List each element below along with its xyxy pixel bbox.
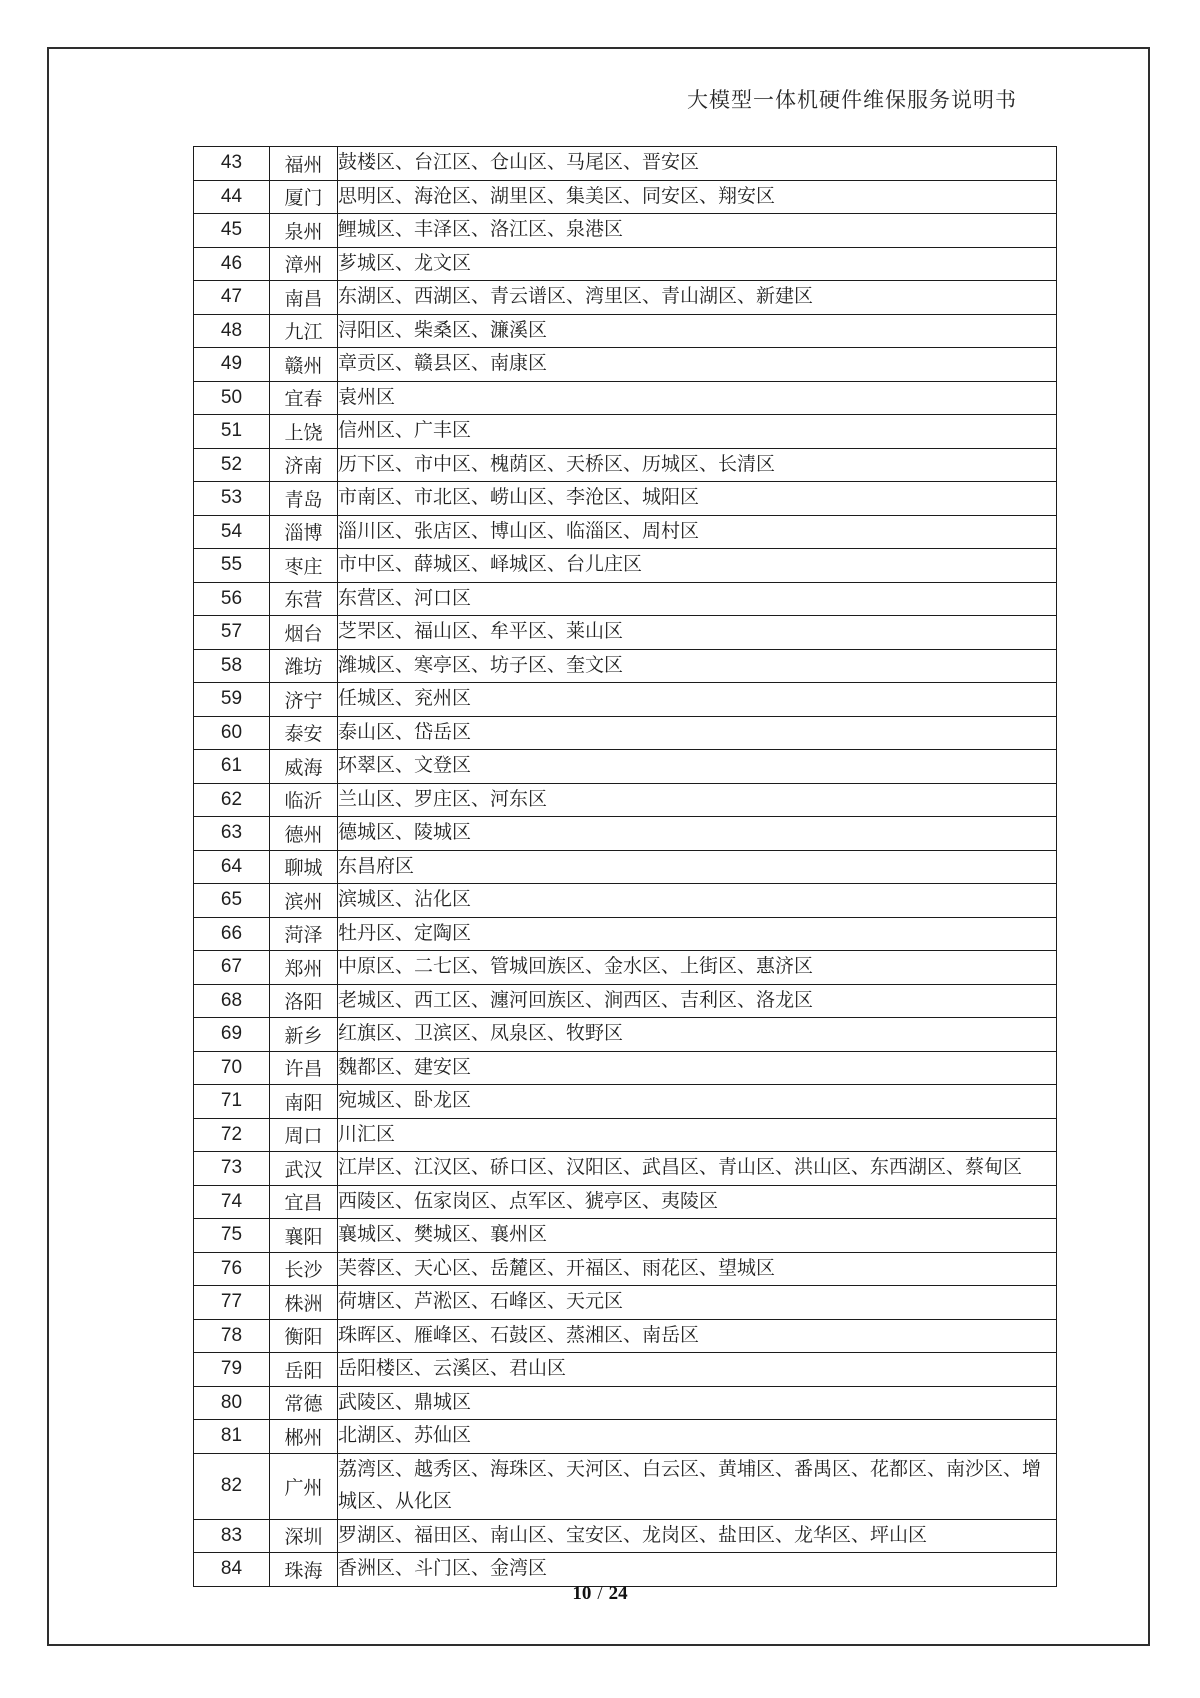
row-number-cell: 52 xyxy=(194,448,270,482)
city-cell: 淄博 xyxy=(270,515,338,549)
districts-cell: 东昌府区 xyxy=(338,850,1057,884)
row-number-cell: 63 xyxy=(194,817,270,851)
row-number-cell: 82 xyxy=(194,1453,270,1519)
city-cell: 东营 xyxy=(270,582,338,616)
city-cell: 青岛 xyxy=(270,482,338,516)
table-row xyxy=(194,1319,1057,1353)
city-cell: 宜昌 xyxy=(270,1185,338,1219)
row-number-cell: 46 xyxy=(194,247,270,281)
row-number-cell: 69 xyxy=(194,1018,270,1052)
table-row xyxy=(194,214,1057,248)
table-row xyxy=(194,247,1057,281)
districts-cell: 兰山区、罗庄区、河东区 xyxy=(338,783,1057,817)
city-district-table xyxy=(193,146,1057,1587)
table-row xyxy=(194,1185,1057,1219)
table-row xyxy=(194,1219,1057,1253)
table-row xyxy=(194,1519,1057,1553)
table-row xyxy=(194,515,1057,549)
row-number-cell: 60 xyxy=(194,716,270,750)
table-row xyxy=(194,716,1057,750)
city-cell: 德州 xyxy=(270,817,338,851)
row-number-cell: 44 xyxy=(194,180,270,214)
page-number-separator: / xyxy=(597,1583,603,1604)
city-cell: 烟台 xyxy=(270,616,338,650)
city-cell: 武汉 xyxy=(270,1152,338,1186)
districts-cell: 历下区、市中区、槐荫区、天桥区、历城区、长清区 xyxy=(338,448,1057,482)
table-row xyxy=(194,582,1057,616)
table-row xyxy=(194,482,1057,516)
row-number-cell: 74 xyxy=(194,1185,270,1219)
row-number-cell: 55 xyxy=(194,549,270,583)
districts-cell: 襄城区、樊城区、襄州区 xyxy=(338,1219,1057,1253)
row-number-cell: 72 xyxy=(194,1118,270,1152)
row-number-cell: 83 xyxy=(194,1519,270,1553)
table-row xyxy=(194,1386,1057,1420)
districts-cell: 任城区、兖州区 xyxy=(338,683,1057,717)
city-cell: 宜春 xyxy=(270,381,338,415)
districts-cell: 芙蓉区、天心区、岳麓区、开福区、雨花区、望城区 xyxy=(338,1252,1057,1286)
row-number-cell: 76 xyxy=(194,1252,270,1286)
city-cell: 菏泽 xyxy=(270,917,338,951)
row-number-cell: 48 xyxy=(194,314,270,348)
table-row xyxy=(194,616,1057,650)
districts-cell: 北湖区、苏仙区 xyxy=(338,1420,1057,1454)
row-number-cell: 56 xyxy=(194,582,270,616)
districts-cell: 淄川区、张店区、博山区、临淄区、周村区 xyxy=(338,515,1057,549)
districts-cell: 魏都区、建安区 xyxy=(338,1051,1057,1085)
districts-cell: 西陵区、伍家岗区、点军区、猇亭区、夷陵区 xyxy=(338,1185,1057,1219)
document-header-title: 大模型一体机硬件维保服务说明书 xyxy=(687,88,1017,112)
districts-cell: 鼓楼区、台江区、仓山区、马尾区、晋安区 xyxy=(338,147,1057,181)
districts-cell: 市中区、薛城区、峄城区、台儿庄区 xyxy=(338,549,1057,583)
row-number-cell: 47 xyxy=(194,281,270,315)
districts-cell: 芝罘区、福山区、牟平区、莱山区 xyxy=(338,616,1057,650)
city-cell: 潍坊 xyxy=(270,649,338,683)
table-row xyxy=(194,147,1057,181)
row-number-cell: 66 xyxy=(194,917,270,951)
districts-cell: 江岸区、江汉区、硚口区、汉阳区、武昌区、青山区、洪山区、东西湖区、蔡甸区 xyxy=(338,1152,1057,1186)
table-row xyxy=(194,1018,1057,1052)
row-number-cell: 75 xyxy=(194,1219,270,1253)
row-number-cell: 62 xyxy=(194,783,270,817)
table-body xyxy=(194,147,1057,1587)
table-row xyxy=(194,381,1057,415)
row-number-cell: 58 xyxy=(194,649,270,683)
row-number-cell: 53 xyxy=(194,482,270,516)
city-cell: 郴州 xyxy=(270,1420,338,1454)
districts-cell: 岳阳楼区、云溪区、君山区 xyxy=(338,1353,1057,1387)
table-row xyxy=(194,1085,1057,1119)
page-number-total: 24 xyxy=(608,1583,628,1604)
table-row xyxy=(194,1420,1057,1454)
districts-cell: 武陵区、鼎城区 xyxy=(338,1386,1057,1420)
row-number-cell: 79 xyxy=(194,1353,270,1387)
table-row xyxy=(194,1252,1057,1286)
city-cell: 上饶 xyxy=(270,415,338,449)
table-row xyxy=(194,1286,1057,1320)
districts-cell: 信州区、广丰区 xyxy=(338,415,1057,449)
districts-cell: 红旗区、卫滨区、凤泉区、牧野区 xyxy=(338,1018,1057,1052)
table-row xyxy=(194,1353,1057,1387)
table-row xyxy=(194,281,1057,315)
city-cell: 枣庄 xyxy=(270,549,338,583)
table-row xyxy=(194,917,1057,951)
city-cell: 临沂 xyxy=(270,783,338,817)
city-cell: 漳州 xyxy=(270,247,338,281)
city-cell: 滨州 xyxy=(270,884,338,918)
table-row xyxy=(194,850,1057,884)
districts-cell: 章贡区、赣县区、南康区 xyxy=(338,348,1057,382)
table-row xyxy=(194,951,1057,985)
row-number-cell: 45 xyxy=(194,214,270,248)
city-cell: 深圳 xyxy=(270,1519,338,1553)
city-cell: 新乡 xyxy=(270,1018,338,1052)
districts-cell: 德城区、陵城区 xyxy=(338,817,1057,851)
districts-cell: 鲤城区、丰泽区、洛江区、泉港区 xyxy=(338,214,1057,248)
row-number-cell: 71 xyxy=(194,1085,270,1119)
row-number-cell: 51 xyxy=(194,415,270,449)
table-row xyxy=(194,1553,1057,1587)
city-cell: 常德 xyxy=(270,1386,338,1420)
city-cell: 赣州 xyxy=(270,348,338,382)
row-number-cell: 73 xyxy=(194,1152,270,1186)
districts-cell: 环翠区、文登区 xyxy=(338,750,1057,784)
table-row xyxy=(194,314,1057,348)
districts-cell: 东营区、河口区 xyxy=(338,582,1057,616)
row-number-cell: 57 xyxy=(194,616,270,650)
row-number-cell: 59 xyxy=(194,683,270,717)
row-number-cell: 70 xyxy=(194,1051,270,1085)
districts-cell: 荷塘区、芦淞区、石峰区、天元区 xyxy=(338,1286,1057,1320)
row-number-cell: 78 xyxy=(194,1319,270,1353)
city-cell: 襄阳 xyxy=(270,1219,338,1253)
table-row xyxy=(194,984,1057,1018)
row-number-cell: 50 xyxy=(194,381,270,415)
city-cell: 泉州 xyxy=(270,214,338,248)
table-row xyxy=(194,415,1057,449)
row-number-cell: 61 xyxy=(194,750,270,784)
table-row xyxy=(194,683,1057,717)
table-row xyxy=(194,448,1057,482)
row-number-cell: 81 xyxy=(194,1420,270,1454)
city-cell: 泰安 xyxy=(270,716,338,750)
table-row xyxy=(194,549,1057,583)
row-number-cell: 43 xyxy=(194,147,270,181)
city-cell: 九江 xyxy=(270,314,338,348)
row-number-cell: 49 xyxy=(194,348,270,382)
city-cell: 南阳 xyxy=(270,1085,338,1119)
districts-cell: 荔湾区、越秀区、海珠区、天河区、白云区、黄埔区、番禺区、花都区、南沙区、增城区、从化区 xyxy=(338,1453,1057,1519)
city-cell: 洛阳 xyxy=(270,984,338,1018)
row-number-cell: 64 xyxy=(194,850,270,884)
city-cell: 岳阳 xyxy=(270,1353,338,1387)
table-row xyxy=(194,1118,1057,1152)
districts-cell: 宛城区、卧龙区 xyxy=(338,1085,1057,1119)
page-number-current: 10 xyxy=(572,1583,592,1604)
city-cell: 聊城 xyxy=(270,850,338,884)
districts-cell: 袁州区 xyxy=(338,381,1057,415)
districts-cell: 泰山区、岱岳区 xyxy=(338,716,1057,750)
table-row xyxy=(194,649,1057,683)
row-number-cell: 54 xyxy=(194,515,270,549)
city-cell: 威海 xyxy=(270,750,338,784)
districts-cell: 潍城区、寒亭区、坊子区、奎文区 xyxy=(338,649,1057,683)
table-row xyxy=(194,817,1057,851)
districts-cell: 珠晖区、雁峰区、石鼓区、蒸湘区、南岳区 xyxy=(338,1319,1057,1353)
row-number-cell: 84 xyxy=(194,1553,270,1587)
city-cell: 衡阳 xyxy=(270,1319,338,1353)
districts-cell: 川汇区 xyxy=(338,1118,1057,1152)
row-number-cell: 68 xyxy=(194,984,270,1018)
city-cell: 株洲 xyxy=(270,1286,338,1320)
city-cell: 厦门 xyxy=(270,180,338,214)
districts-cell: 中原区、二七区、管城回族区、金水区、上街区、惠济区 xyxy=(338,951,1057,985)
districts-cell: 罗湖区、福田区、南山区、宝安区、龙岗区、盐田区、龙华区、坪山区 xyxy=(338,1519,1057,1553)
city-cell: 济南 xyxy=(270,448,338,482)
districts-cell: 芗城区、龙文区 xyxy=(338,247,1057,281)
city-cell: 长沙 xyxy=(270,1252,338,1286)
districts-cell: 浔阳区、柴桑区、濂溪区 xyxy=(338,314,1057,348)
table-row xyxy=(194,1453,1057,1519)
table-row xyxy=(194,180,1057,214)
districts-cell: 老城区、西工区、瀍河回族区、涧西区、吉利区、洛龙区 xyxy=(338,984,1057,1018)
districts-cell: 市南区、市北区、崂山区、李沧区、城阳区 xyxy=(338,482,1057,516)
districts-cell: 牡丹区、定陶区 xyxy=(338,917,1057,951)
page-footer xyxy=(48,1583,1152,1605)
city-cell: 福州 xyxy=(270,147,338,181)
city-cell: 郑州 xyxy=(270,951,338,985)
table-row xyxy=(194,1051,1057,1085)
districts-cell: 思明区、海沧区、湖里区、集美区、同安区、翔安区 xyxy=(338,180,1057,214)
row-number-cell: 65 xyxy=(194,884,270,918)
city-cell: 南昌 xyxy=(270,281,338,315)
table-row xyxy=(194,783,1057,817)
table-row xyxy=(194,884,1057,918)
city-cell: 广州 xyxy=(270,1453,338,1519)
row-number-cell: 80 xyxy=(194,1386,270,1420)
table-row xyxy=(194,1152,1057,1186)
city-cell: 珠海 xyxy=(270,1553,338,1587)
table-row xyxy=(194,750,1057,784)
city-cell: 许昌 xyxy=(270,1051,338,1085)
row-number-cell: 77 xyxy=(194,1286,270,1320)
districts-cell: 滨城区、沾化区 xyxy=(338,884,1057,918)
city-cell: 周口 xyxy=(270,1118,338,1152)
districts-cell: 香洲区、斗门区、金湾区 xyxy=(338,1553,1057,1587)
table-row xyxy=(194,348,1057,382)
city-cell: 济宁 xyxy=(270,683,338,717)
districts-cell: 东湖区、西湖区、青云谱区、湾里区、青山湖区、新建区 xyxy=(338,281,1057,315)
row-number-cell: 67 xyxy=(194,951,270,985)
